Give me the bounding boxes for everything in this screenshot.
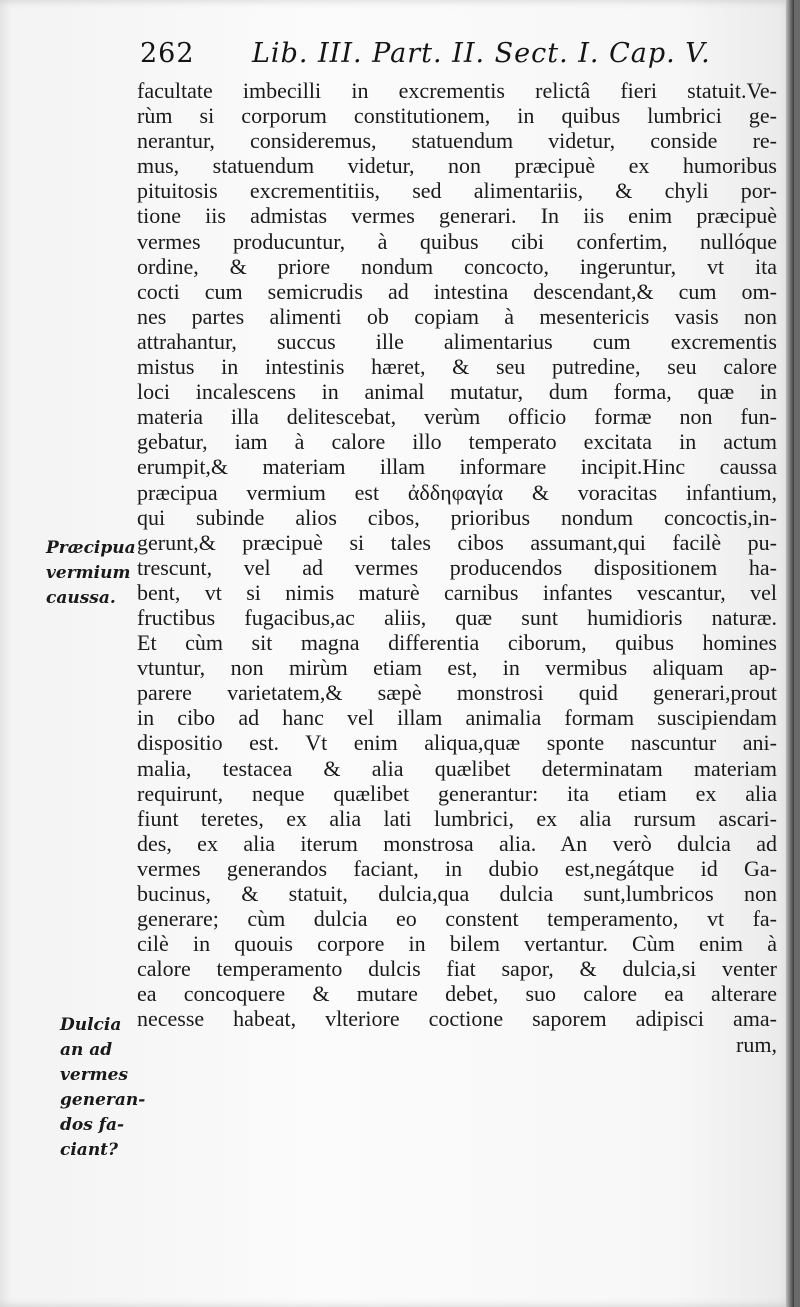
body-text — [137, 78, 777, 1057]
text-line: ea concoquere & mutare debet, suo calore ea alterare — [137, 981, 777, 1007]
margin-note-line: an ad — [60, 1040, 113, 1060]
margin-note-line: ciant? — [60, 1140, 118, 1160]
margin-note-line: Præcipua — [46, 538, 136, 558]
text-line: gebatur, iam à calore illo temperato excitata in actum — [137, 429, 777, 455]
text-line: mus, statuendum videtur, non præcipuè ex humoribus — [137, 153, 777, 179]
text-line: rùm si corporum constitutionem, in quibus lumbrici ge- — [137, 103, 777, 129]
text-line: vtuntur, non mirùm etiam est, in vermibus aliquam ap- — [137, 655, 777, 681]
text-line: fructibus fugacibus,ac aliis, quæ sunt humidioris naturæ. — [137, 604, 777, 630]
text-line: calore temperamento dulcis fiat sapor, & dulcia,si venter — [137, 956, 777, 982]
text-line: tione iis admistas vermes generari. In iis enim præcipuè — [137, 203, 777, 229]
text-line: dispositio est. Vt enim aliqua,quæ sponte nascuntur ani- — [137, 730, 777, 756]
text-line: cocti cum semicrudis ad intestina descendant,& cum om- — [137, 278, 777, 304]
text-line: gerunt,& præcipuè si tales cibos assumant,qui facilè pu- — [137, 529, 777, 555]
text-line: generare; cùm dulcia eo constent temperamento, vt fa- — [137, 906, 777, 932]
text-line: malia, testacea & alia quælibet determinatam materiam — [137, 755, 777, 781]
text-line: ordine, & priore nondum concocto, ingeruntur, vt ita — [137, 253, 777, 279]
margin-note-line: generan- — [60, 1090, 146, 1110]
text-line: Et cùm sit magna differentia ciborum, quibus homines — [137, 630, 777, 656]
text-line: requirunt, neque quælibet generantur: ita etiam ex alia — [137, 780, 777, 806]
margin-note-line: vermium — [46, 563, 131, 583]
text-line: in cibo ad hanc vel illam animalia formam suscipiendam — [137, 705, 777, 731]
margin-note-dulcia — [60, 1013, 145, 1163]
text-line: bent, vt si nimis maturè carnibus infantes vescantur, vel — [137, 579, 777, 605]
text-line: vermes generandos faciant, in dubio est,negátque id Ga- — [137, 855, 777, 881]
text-line: nerantur, consideremus, statuendum videtur, conside re- — [137, 128, 777, 154]
margin-note-line: caussa. — [46, 588, 116, 608]
text-line: attrahantur, succus ille alimentarius cum excrementis — [137, 328, 777, 354]
text-line: necesse habeat, vlteriore coctione saporem adipisci ama- — [137, 1006, 777, 1032]
text-line: mistus in intestinis hæret, & seu putredine, seu calore — [137, 354, 777, 380]
text-line: pituitosis excrementitiis, sed alimentariis, & chyli por- — [137, 178, 777, 204]
text-line: facultate imbecilli in excrementis relictâ fieri statuit.Ve- — [137, 78, 777, 103]
text-line: fiunt teretes, ex alia lati lumbrici, ex alia rursum ascari- — [137, 805, 777, 831]
running-head: Lib. III. Part. II. Sect. I. Cap. V. — [252, 38, 711, 69]
margin-note-line: dos fa- — [60, 1115, 125, 1135]
text-line: trescunt, vel ad vermes producendos dispositionem ha- — [137, 554, 777, 580]
margin-note-line: vermes — [60, 1065, 129, 1085]
text-line: vermes producuntur, à quibus cibi confertim, nullóque — [137, 228, 777, 254]
text-line: erumpit,& materiam illam informare incipit.Hinc caussa — [137, 454, 777, 480]
text-line: materia illa delitescebat, verùm officio formæ non fun- — [137, 404, 777, 430]
margin-note-vermium-caussa — [46, 536, 136, 611]
page-edge-shadow — [786, 0, 794, 1307]
text-line: cilè in quouis corpore in bilem vertantur. Cùm enim à — [137, 931, 777, 957]
text-line: qui subinde alios cibos, prioribus nondum concoctis,in- — [137, 504, 777, 530]
text-line: præcipua vermium est ἀδδηφαγία & voracitas infantium, — [137, 479, 777, 505]
text-line: loci incalescens in animal mutatur, dum forma, quæ in — [137, 379, 777, 405]
catchword: rum, — [736, 1031, 777, 1057]
page-header — [140, 34, 780, 74]
page-number: 262 — [140, 38, 195, 69]
text-line: nes partes alimenti ob copiam à mesentericis vasis non — [137, 303, 777, 329]
text-line: parere varietatem,& sæpè monstrosi quid generari,prout — [137, 680, 777, 706]
margin-note-line: Dulcia — [60, 1015, 122, 1035]
text-line: bucinus, & statuit, dulcia,qua dulcia sunt,lumbricos non — [137, 881, 777, 906]
text-line: des, ex alia iterum monstrosa alia. An verò dulcia ad — [137, 830, 777, 856]
